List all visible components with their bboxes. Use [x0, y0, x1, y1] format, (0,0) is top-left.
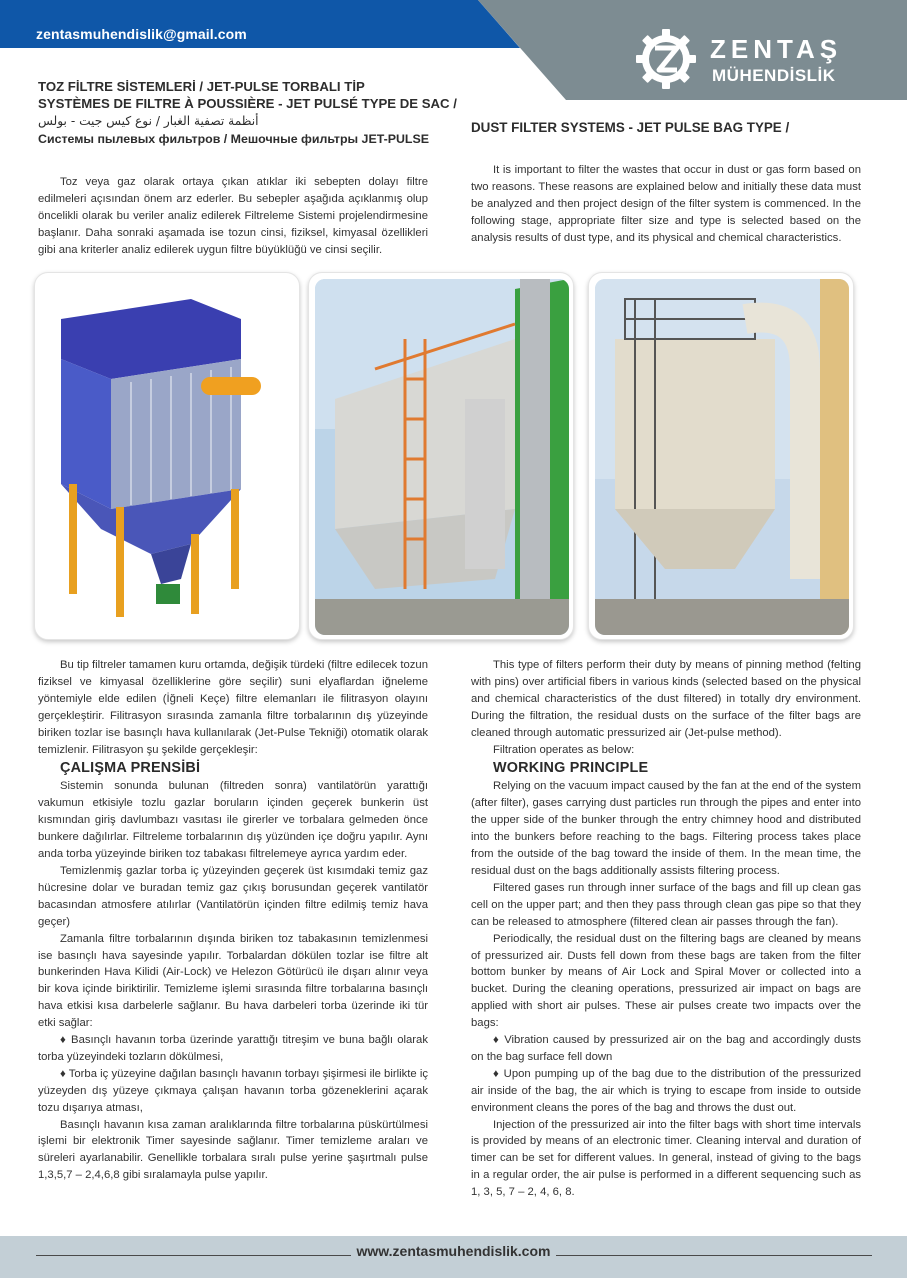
- paragraph: Injection of the pressurized air into the filter bags with short time intervals is provided by means of an electronic timer. Cleaning interval and duration of timer can be set for different values. In general, instead of giving to the bags in a regular order, the air pulse is performed in a different sequencing such as 1, 3, 5, 7 – 2, 4, 6, 8.: [471, 1118, 861, 1199]
- photo-filter-with-duct: [588, 272, 854, 640]
- paragraph: This type of filters perform their duty by means of pinning method (felting with pins) over artificial fibers in various kinds (selected based on the physical and chemical characteristics of the dust filtered) in totally dry environment. During the filtration, the residual dusts on the surface of the filter bags are cleaned through automatic pressurized air (Jet-pulse method).: [471, 659, 861, 739]
- bullet-item: ♦ Upon pumping up of the bag due to the distribution of the pressurized air inside of the bag, the air which is trying to escape from inside to outside environment cleans the pores of the bag and throws the dust out.: [471, 1067, 861, 1114]
- filter-with-duct-image: [595, 279, 849, 635]
- multilingual-title: [38, 78, 457, 148]
- intro-paragraph-en: It is important to filter the wastes that occur in dust or gas form based on two reasons. These reasons are explained below and initially these data must be analyzed and then project design of the filter system is commenced. In the following stage, appropriate filter size and type is selected based on the analysis results of dust type, and its physical and chemical characteristics.: [471, 164, 861, 244]
- paragraph: Filtered gases run through inner surface of the bags and fill up clean gas cell on the upper part; and then they pass through clean gas pipe so that they can be released to atmosphere (filtered clean air passes through the fan).: [471, 881, 861, 928]
- paragraph: Bu tip filtreler tamamen kuru ortamda, değişik türdeki (filtre edilecek tozun fiziksel ve kimyasal özelliklerine göre seçilir) suni elyaflardan iğneleme yöntemiyle elde edilen (İğneli Keçe) filtre elemanları ile filitrasyon olayını gerçekleştirir. Filitrasyon sırasında zamanla filtre torbalarının dış yüzeyinde biriken tozlar ise basınçlı hava kullanılarak (Jet-Pulse Tekniği) otomatik olarak temizlenir. Filitrasyon şu şekilde gerçekleşir:: [38, 659, 428, 756]
- bullet-item: ♦ Vibration caused by pressurized air on the bag and accordingly dusts on the bag surface fell down: [471, 1034, 861, 1063]
- title-russian: Системы пылевых фильтров / Мешочные фильтры JET-PULSE: [38, 132, 430, 146]
- bullet-item: ♦ Torba iç yüzeyine dağılan basınçlı havanın torbayı şişirmesi ile birlikte iç yüzeyden dış yüzeye çıkmaya çalışan havanın torba gözeneklerini açarak tozu dışarıya atması,: [38, 1067, 428, 1114]
- intro-paragraph-tr: Toz veya gaz olarak ortaya çıkan atıklar iki sebepten dolayı filtre edilmeleri açısından önem arz ederler. Bu sebepler aşağıda açıklanmış olup öncelikli olarak bu veriler analiz edilerek Filtreleme Sistemi projelendirmesine başlanır. Daha sonraki aşamada ise tozun cinsi, fiziksel, kimyasal özellikleri gibi ana kriterler analiz edilerek uygun filtre büyüklüğü ve cinsi seçilir.: [38, 176, 428, 256]
- page-footer: [0, 1236, 907, 1278]
- paragraph: Sistemin sonunda bulunan (filtreden sonra) vantilatörün yarattığı vakumun etkisiyle tozlu gazlar boruların içinden geçerek bunkerin üst kısmından giriş davlumbazı vasıtası ile girerler ve torbalara gelmeden önce bunkere dağılırlar. Filtreleme torbalarının dış yüzünden içe doğru yapılır. Aynı anda torba yüzeyinde biriken toz tabakası filtrelemeye ayrıca yardım eder.: [38, 780, 428, 861]
- website-link[interactable]: www.zentasmuhendislik.com: [351, 1243, 557, 1259]
- paragraph: Basınçlı havanın kısa zaman aralıklarında filtre torbalarına püskürtülmesi işlemi bir elektronik Timer sayesinde sağlanır. Timer temizleme araları ve süreleri ayarlanabilir. Genellikle torbalara sıralı pulse yerine şaşırtmalı pulse 1,3,5,7 – 2,4,6,8 gibi sıralamayla pulse yapılır.: [38, 1118, 428, 1182]
- paragraph: Periodically, the residual dust on the filtering bags are cleaned by means of pressurized air. Dusts fell down from these bags are taken from the filter bottom bunker by means of Air Lock and Spiral Mover or collected into a bucket. During the cleaning operations, pressurized air impact on bags are applied with short air pulses. These air pulses create two impacts over the bags:: [471, 932, 861, 1030]
- installed-filter-image: [315, 279, 569, 635]
- column-english: [471, 657, 861, 1201]
- photo-installed-filter: [308, 272, 574, 640]
- bullet-item: ♦ Basınçlı havanın torba üzerinde yarattığı titreşim ve buna bağlı olarak torba yüzeyindeki tozların dökülmesi,: [38, 1034, 428, 1063]
- logo-subtitle: MÜHENDİSLİK: [712, 66, 836, 85]
- paragraph: Temizlenmiş gazlar torba iç yüzeyinden geçerek üst kısımdaki temiz gaz hücresine dolar ve buradan temiz gaz çıkış borusundan geçerek vantilatör bacasından atmosfere atılırlar (Vantilatörün içinden filtre edilmiş temiz hava geçer): [38, 864, 428, 928]
- column-turkish: [38, 657, 428, 1184]
- title-english: DUST FILTER SYSTEMS - JET PULSE BAG TYPE /: [471, 120, 790, 135]
- title-turkish: TOZ FİLTRE SİSTEMLERİ / JET-PULSE TORBALI TİP: [38, 79, 365, 94]
- paragraph: Zamanla filtre torbalarının dışında biriken toz tabakasının temizlenmesi ise basınçlı hava sayesinde yapılır. Torbalardan dökülen tozlar ise filtre alt bunkerinden Hava Kilidi (Air-Lock) ve Helezon Götürücü ile dışarı alınır veya bir kova içinde biriktirilir. Temizleme işlemi sırasında filtre torbalarına basınçlı hava etkisi kısa darbelerle sağlanır. Bu hava darbeleri torba üzerinde iki tür etki sağlar:: [38, 932, 428, 1030]
- title-arabic: أنظمة تصفية الغبار / نوع كيس جيت - بولس: [38, 114, 259, 128]
- logo-name: ZENTAŞ: [710, 34, 843, 64]
- section-heading: ÇALIŞMA PRENSİBİ: [60, 760, 201, 777]
- section-heading: WORKING PRINCIPLE: [493, 760, 649, 777]
- contact-email[interactable]: zentasmuhendislik@gmail.com: [36, 26, 247, 42]
- photo-filter-3d-model: [34, 272, 300, 640]
- gear-z-logo-icon: [633, 26, 699, 92]
- paragraph: Relying on the vacuum impact caused by the fan at the end of the system (after filter), gases carrying dust particles run through the pipes and enter into the upper side of the bunker through the entry chimney hood and distributed into the bunkers before reaching to the bags. Filtering process takes place from the outside of the bag toward the inside of them. In the mean time, the residual dust on the bags additionally assists filtering process.: [471, 780, 861, 877]
- title-french: SYSTÈMES DE FILTRE À POUSSIÈRE - JET PULSÉ TYPE DE SAC /: [38, 96, 457, 111]
- filter-3d-model-image: [41, 279, 295, 635]
- photo-row: [34, 272, 859, 642]
- paragraph: Filtration operates as below:: [493, 743, 635, 756]
